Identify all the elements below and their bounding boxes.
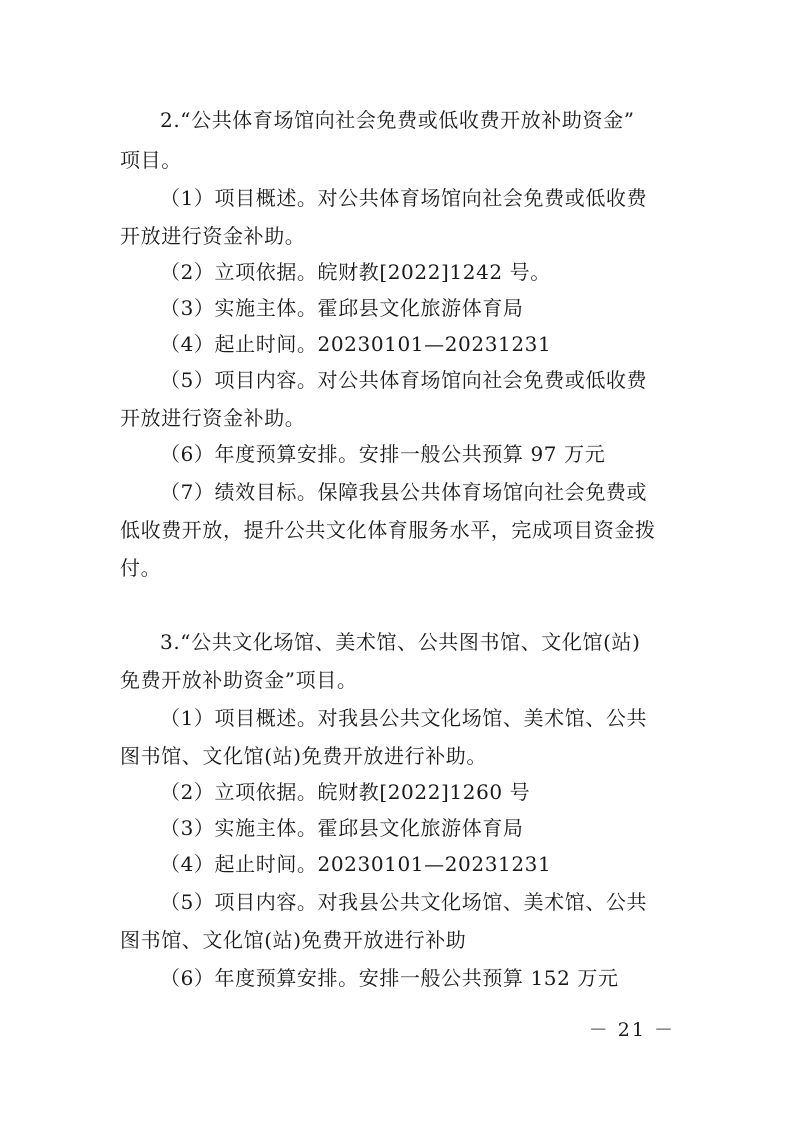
- section2-title-line2: 项目。: [120, 148, 182, 172]
- section3-item3: （3）实施主体。霍邱县文化旅游体育局: [160, 816, 524, 840]
- section3-item1-line1: （1）项目概述。对我县公共文化场馆、美术馆、公共: [160, 706, 648, 730]
- section2-item5-line1: （5）项目内容。对公共体育场馆向社会免费或低收费: [160, 368, 648, 392]
- section3-title-line1: 3.“公共文化场馆、美术馆、公共图书馆、文化馆(站): [160, 630, 641, 654]
- section2-item3: （3）实施主体。霍邱县文化旅游体育局: [160, 296, 524, 320]
- section3-item4: （4）起止时间。20230101—20231231: [160, 852, 552, 876]
- section2-item4: （4）起止时间。20230101—20231231: [160, 332, 552, 356]
- section2-item5-line2: 开放进行资金补助。: [120, 406, 306, 430]
- section3-item1-line2: 图书馆、文化馆(站)免费开放进行补助。: [120, 744, 488, 768]
- section2-item2: （2）立项依据。皖财教[2022]1242 号。: [160, 260, 551, 284]
- section3-item2: （2）立项依据。皖财教[2022]1260 号: [160, 780, 531, 804]
- section2-title-line1: 2.“公共体育场馆向社会免费或低收费开放补助资金”: [160, 108, 635, 132]
- section3-item5-line2: 图书馆、文化馆(站)免费开放进行补助: [120, 928, 467, 952]
- section3-item6: （6）年度预算安排。安排一般公共预算 152 万元: [160, 966, 619, 990]
- section2-item1-line2: 开放进行资金补助。: [120, 224, 306, 248]
- section2-item6: （6）年度预算安排。安排一般公共预算 97 万元: [160, 442, 606, 466]
- page-number: － 21 －: [588, 1019, 675, 1041]
- section3-item5-line1: （5）项目内容。对我县公共文化场馆、美术馆、公共: [160, 890, 648, 914]
- section2-item7-line3: 付。: [120, 556, 162, 580]
- section2-item7-line2: 低收费开放，提升公共文化体育服务水平，完成项目资金拨: [120, 518, 656, 542]
- section3-title-line2: 免费开放补助资金”项目。: [120, 668, 358, 692]
- section2-item7-line1: （7）绩效目标。保障我县公共体育场馆向社会免费或: [160, 480, 648, 504]
- section2-item1-line1: （1）项目概述。对公共体育场馆向社会免费或低收费: [160, 186, 648, 210]
